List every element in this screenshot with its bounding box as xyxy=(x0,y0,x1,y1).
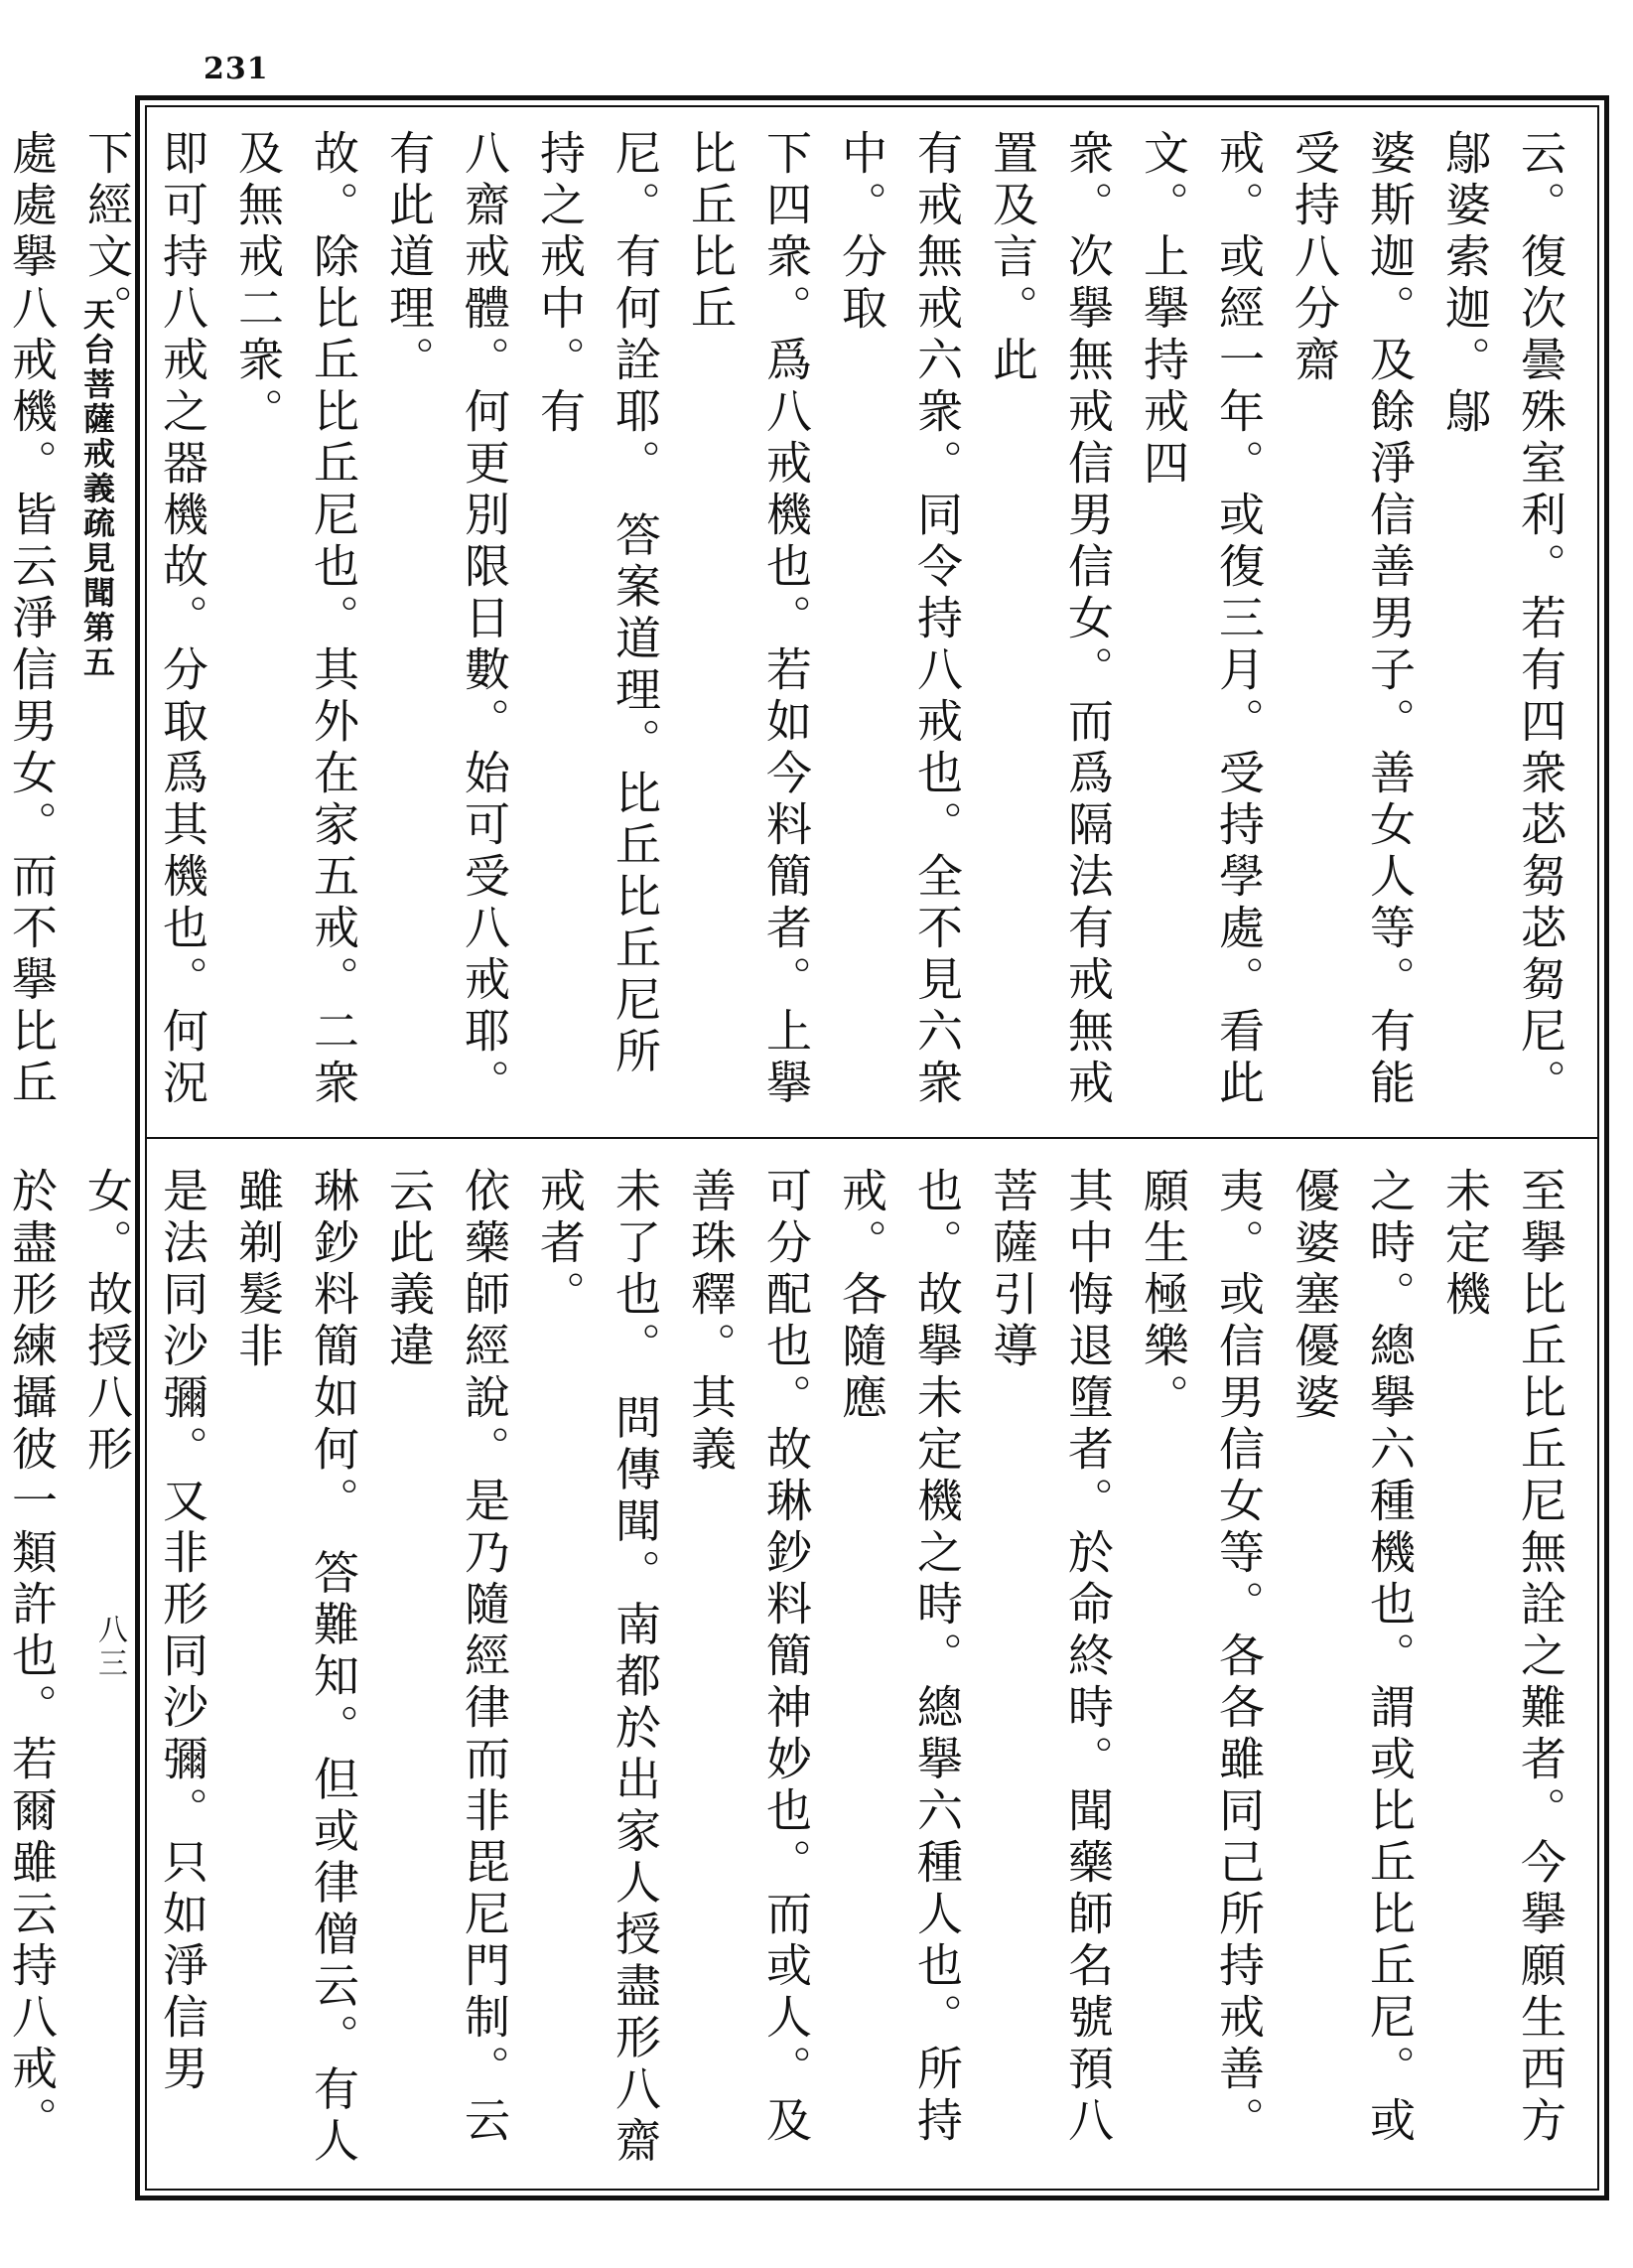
text-column: 故。除比丘比丘尼也。其外在家五戒。二衆及無戒二衆。 xyxy=(231,129,360,1110)
register-divider xyxy=(145,1137,1599,1139)
text-column: 於盡形練攝彼一類許也。若爾雖云持八戒。 xyxy=(5,1167,59,2148)
text-column: 尼。有何詮耶。 答案道理。比丘比丘尼所持之戒中。有 xyxy=(533,129,662,1079)
text-column: 至擧比丘比丘尼無詮之難者。今擧願生西方未定機 xyxy=(1438,1167,1567,2148)
text-column: 即可持八戒之器機故。分取爲其機也。何況下經文。 xyxy=(80,129,209,1110)
running-title: 天台菩薩戒義疏見聞第五 xyxy=(78,298,116,680)
text-column: 處處擧八戒機。皆云淨信男女。而不擧比丘 xyxy=(5,129,59,1110)
text-column: 衆。次擧無戒信男信女。而爲隔法有戒無戒置及言。此 xyxy=(986,129,1115,1110)
text-column: 未了也。 問傳聞。南都於出家人授盡形八齋戒者。 xyxy=(533,1167,662,2169)
text-column: 下四衆。爲八戒機也。若如今料簡者。上擧比丘比丘 xyxy=(684,129,813,1110)
text-column: 其中悔退墮者。於命終時。聞藥師名號預八菩薩引導 xyxy=(986,1167,1115,2148)
text-column: 戒。或經一年。或復三月。受持學處。看此文。上擧持戒四 xyxy=(1137,129,1266,1110)
text-column: 婆斯迦。及餘淨信善男子。善女人等。有能受持八分齋 xyxy=(1288,129,1417,1110)
text-column: 可分配也。故琳鈔料簡神妙也。而或人。及善珠釋。其義 xyxy=(684,1167,813,2148)
folio-number: 八三 xyxy=(92,1614,127,1681)
text-column: 云。復次曇殊室利。若有四衆苾芻苾芻尼。鄔婆索迦。鄔 xyxy=(1438,129,1567,1110)
text-column: 有戒無戒六衆。同令持八戒也。全不見六衆中。分取 xyxy=(835,129,964,1110)
text-column: 八齋戒體。何更別限日數。始可受八戒耶。有此道理。 xyxy=(382,129,511,1110)
text-column: 也。故擧未定機之時。總擧六種人也。所持戒。各隨應 xyxy=(835,1167,964,2148)
text-column: 依藥師經說。是乃隨經律而非毘尼門制。云云此義違 xyxy=(382,1167,511,2148)
page-number: 231 xyxy=(204,52,269,86)
text-column: 之時。總擧六種機也。謂或比丘比丘尼。或優婆塞優婆 xyxy=(1288,1167,1417,2148)
text-column: 是法同沙彌。又非形同沙彌。只如淨信男女。故授八形 xyxy=(80,1167,209,2096)
text-column: 夷。或信男信女等。各各雖同己所持戒善。願生極樂。 xyxy=(1137,1167,1266,2148)
text-column: 琳鈔料簡如何。 答難知。但或律僧云。有人雖剃髮非 xyxy=(231,1167,360,2169)
